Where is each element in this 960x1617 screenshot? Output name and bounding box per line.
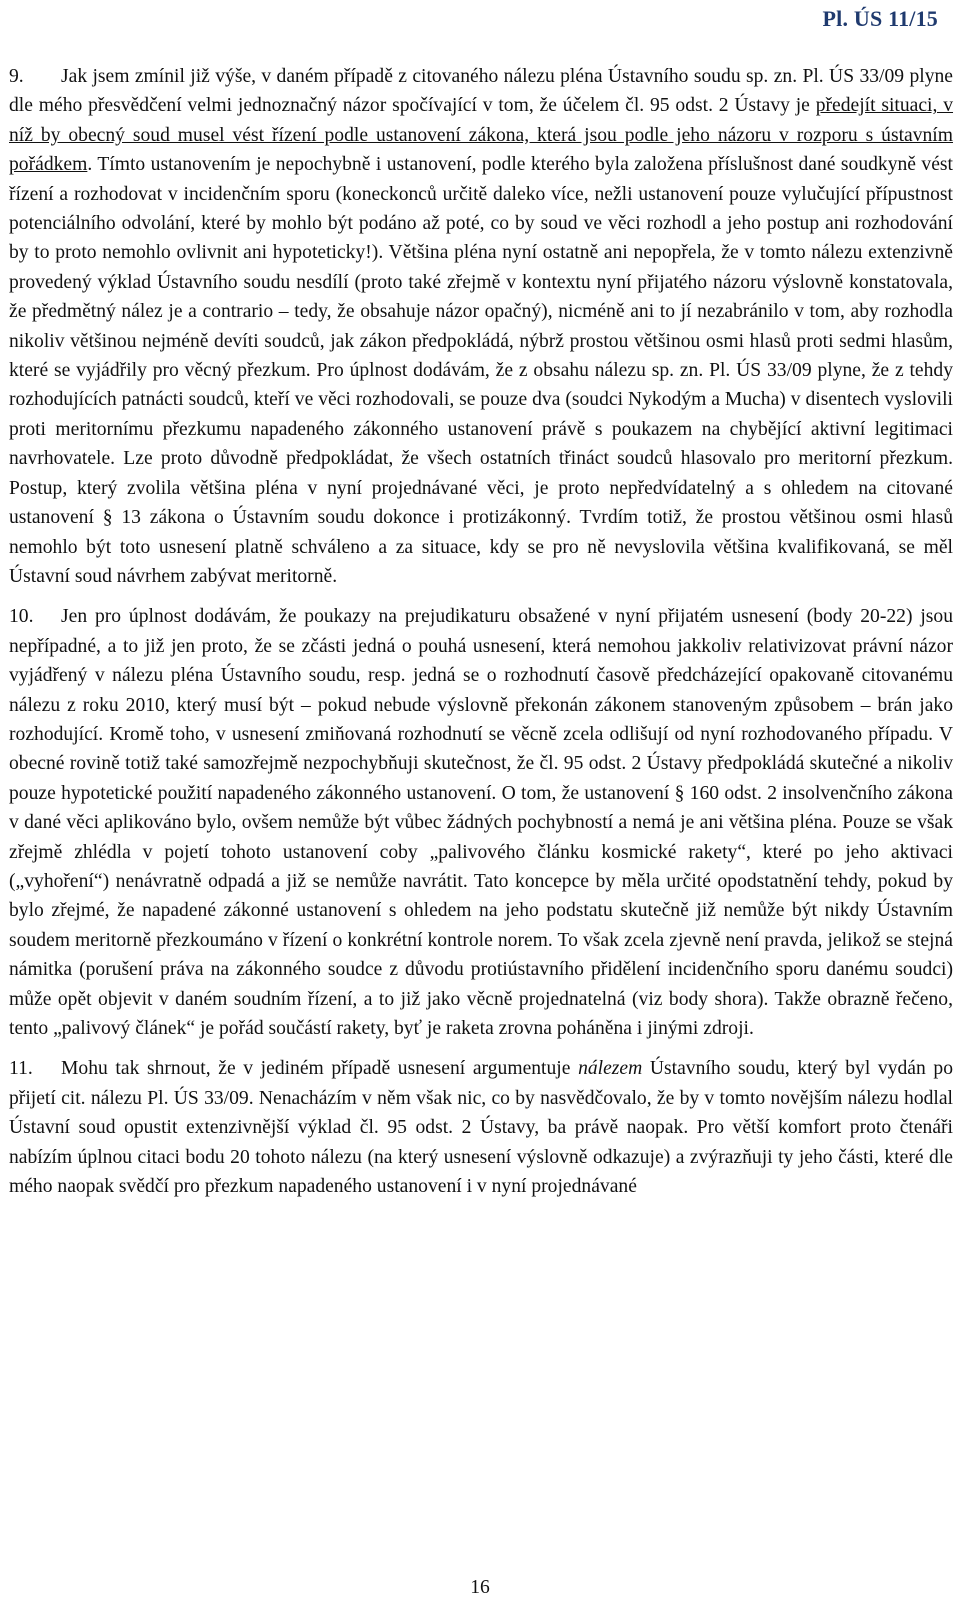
paragraph-text: Mohu tak shrnout, že v jediném případě usnesení argumentuje: [61, 1058, 579, 1080]
document-body: [9, 62, 953, 1201]
paragraph-10: [9, 602, 953, 1043]
paragraph-number: 10.: [9, 606, 34, 628]
page-number: 16: [470, 1577, 490, 1598]
paragraph-text: Jak jsem zmínil již výše, v daném případě z citovaného nálezu pléna Ústavního soudu sp. zn. Pl. ÚS 33/09 plyne dle mého přesvědčení velmi jednoznačný názor spočívající v tom, že účelem čl. 95 odst. 2 Ústavy je: [9, 66, 953, 117]
paragraph-number: 9.: [9, 66, 24, 87]
case-reference-header: Pl. ÚS 11/15: [822, 6, 938, 31]
paragraph-text: Jen pro úplnost dodávám, že poukazy na prejudikaturu obsažené v nyní přijatém usnesení (body 20-22) jsou nepřípadné, a to již jen proto, že se zčásti jedná o pouhá usnesení, která nemohou jakkoliv relativizovat právní názor vyjádřený v nálezu pléna Ústavního soudu, resp. jedná se o rozhodnutí časově předcházející opakovaně citovanému nálezu z roku 2010, který musí být – pokud nebude výslovně překonán zákonem stanoveným způsobem – brán jako rozhodující. Kromě toho, v usnesení zmiňovaná rozhodnutí se věcně zcela odlišují od nyní rozhodovaného případu. V obecné rovině totiž také samozřejmě nezpochybňuji skutečnost, že čl. 95 odst. 2 Ústavy předpokládá skutečné a nikoliv pouze hypotetické použití napadeného zákonného ustanovení. O tom, že ustanovení § 160 odst. 2 insolvenčního zákona v dané věci aplikováno bylo, ovšem nemůže být vůbec žádných pochybností a nemá je ani většina pléna. Pouze se však zřejmě zhlédla v pojetí tohoto ustanovení coby „palivového článku kosmické rakety“, které po jeho aktivaci („vyhoření“) nenávratně odpadá a již se nemůže navrátit. Tato koncepce by měla určité opodstatnění tehdy, pokud by bylo zřejmé, že napadené zákonné ustanovení s ohledem na jeho podstatu skutečně již nemůže být nikdy Ústavním soudem meritorně přezkoumáno v řízení o konkrétní kontrole norem. To však zcela zjevně není pravda, jelikož se stejná námitka (porušení práva na zákonného soudce z důvodu protiústavního přidělení incidenčního sporu danému soudci) může opět objevit v daném soudním řízení, a to již jako věcně projednatelná (viz body shora). Takže obrazně řečeno, tento „palivový článek“ je pořád součástí rakety, byť je raketa zrovna poháněna i jinými zdroji.: [9, 606, 953, 1039]
italic-text: nálezem: [578, 1058, 643, 1080]
paragraph-text-continued: . Tímto ustanovením je nepochybně i ustanovení, podle kterého byla založena příslušnost dané soudkyně vést řízení a rozhodovat v incidenčním sporu (koneckonců určitě daleko více, nežli ustanovení pouze vylučující přípustnost potenciálního odvolání, které by mohlo být podáno až poté, co by soud ve věci rozhodl a jeho postup ani rozhodování by to proto nemohlo ovlivnit ani hypoteticky!). Většina pléna nyní ostatně ani nepopřela, že v tomto nálezu extenzivně provedený výklad Ústavního soudu nesdílí (proto také zřejmě v kontextu nyní přijatého názoru výslovně konstatovala, že předmětný nález je a contrario – tedy, že obsahuje názor opačný), nicméně ani to jí nezabránilo v tom, aby rozhodla nikoliv většinou nejméně devíti soudců, jak zákon předpokládá, nýbrž prostou většinou osmi hlasů proti sedmi hlasům, které se vyjádřily pro věcný přezkum. Pro úplnost dodávám, že z obsahu nálezu sp. zn. Pl. ÚS 33/09 plyne, že z tehdy rozhodujících patnácti soudců, kteří ve věci rozhodovali, se pouze dva (soudci Nykodým a Mucha) v disentech vyslovili proti meritornímu přezkumu napadeného zákonného ustanovení právě s poukazem na chybějící aktivní legitimaci navrhovatele. Lze proto důvodně předpokládat, že všech ostatních třináct soudců hlasovalo pro meritorní přezkum. Postup, který zvolila většina pléna v nyní projednávané věci, je proto nepředvídatelný a s ohledem na citované ustanovení § 13 zákona o Ústavním soudu dokonce i protizákonný. Tvrdím totiž, že prostou většinou osmi hlasů nemohlo být toto usnesení platně schváleno a za situace, kdy se pro ně nevyslovila většina kvalifikovaná, se měl Ústavní soud návrhem zabývat meritorně.: [9, 154, 953, 587]
paragraph-number: 11.: [9, 1058, 33, 1080]
paragraph-11: [9, 1054, 953, 1201]
paragraph-9: [9, 62, 953, 591]
paragraph-text-continued: Ústavního soudu, který byl vydán po přijetí cit. nálezu Pl. ÚS 33/09. Nenacházím v něm však nic, co by nasvědčovalo, že by v tomto novějším nálezu hodlal Ústavní soud opustit extenzivnější výklad čl. 95 odst. 2 Ústavy, ba právě naopak. Pro větší komfort proto čtenáři nabízím úplnou citaci bodu 20 tohoto nálezu (na který usnesení výslovně odkazuje) a zvýrazňuji ty jeho části, které dle mého naopak svědčí pro přezkum napadeného ustanovení i v nyní projednávané: [9, 1058, 953, 1198]
underlined-text: předejít situaci, v níž by obecný soud musel vést řízení podle ustanovení zákona, která jsou podle jeho názoru v rozporu s ústavním pořádkem: [9, 95, 954, 176]
